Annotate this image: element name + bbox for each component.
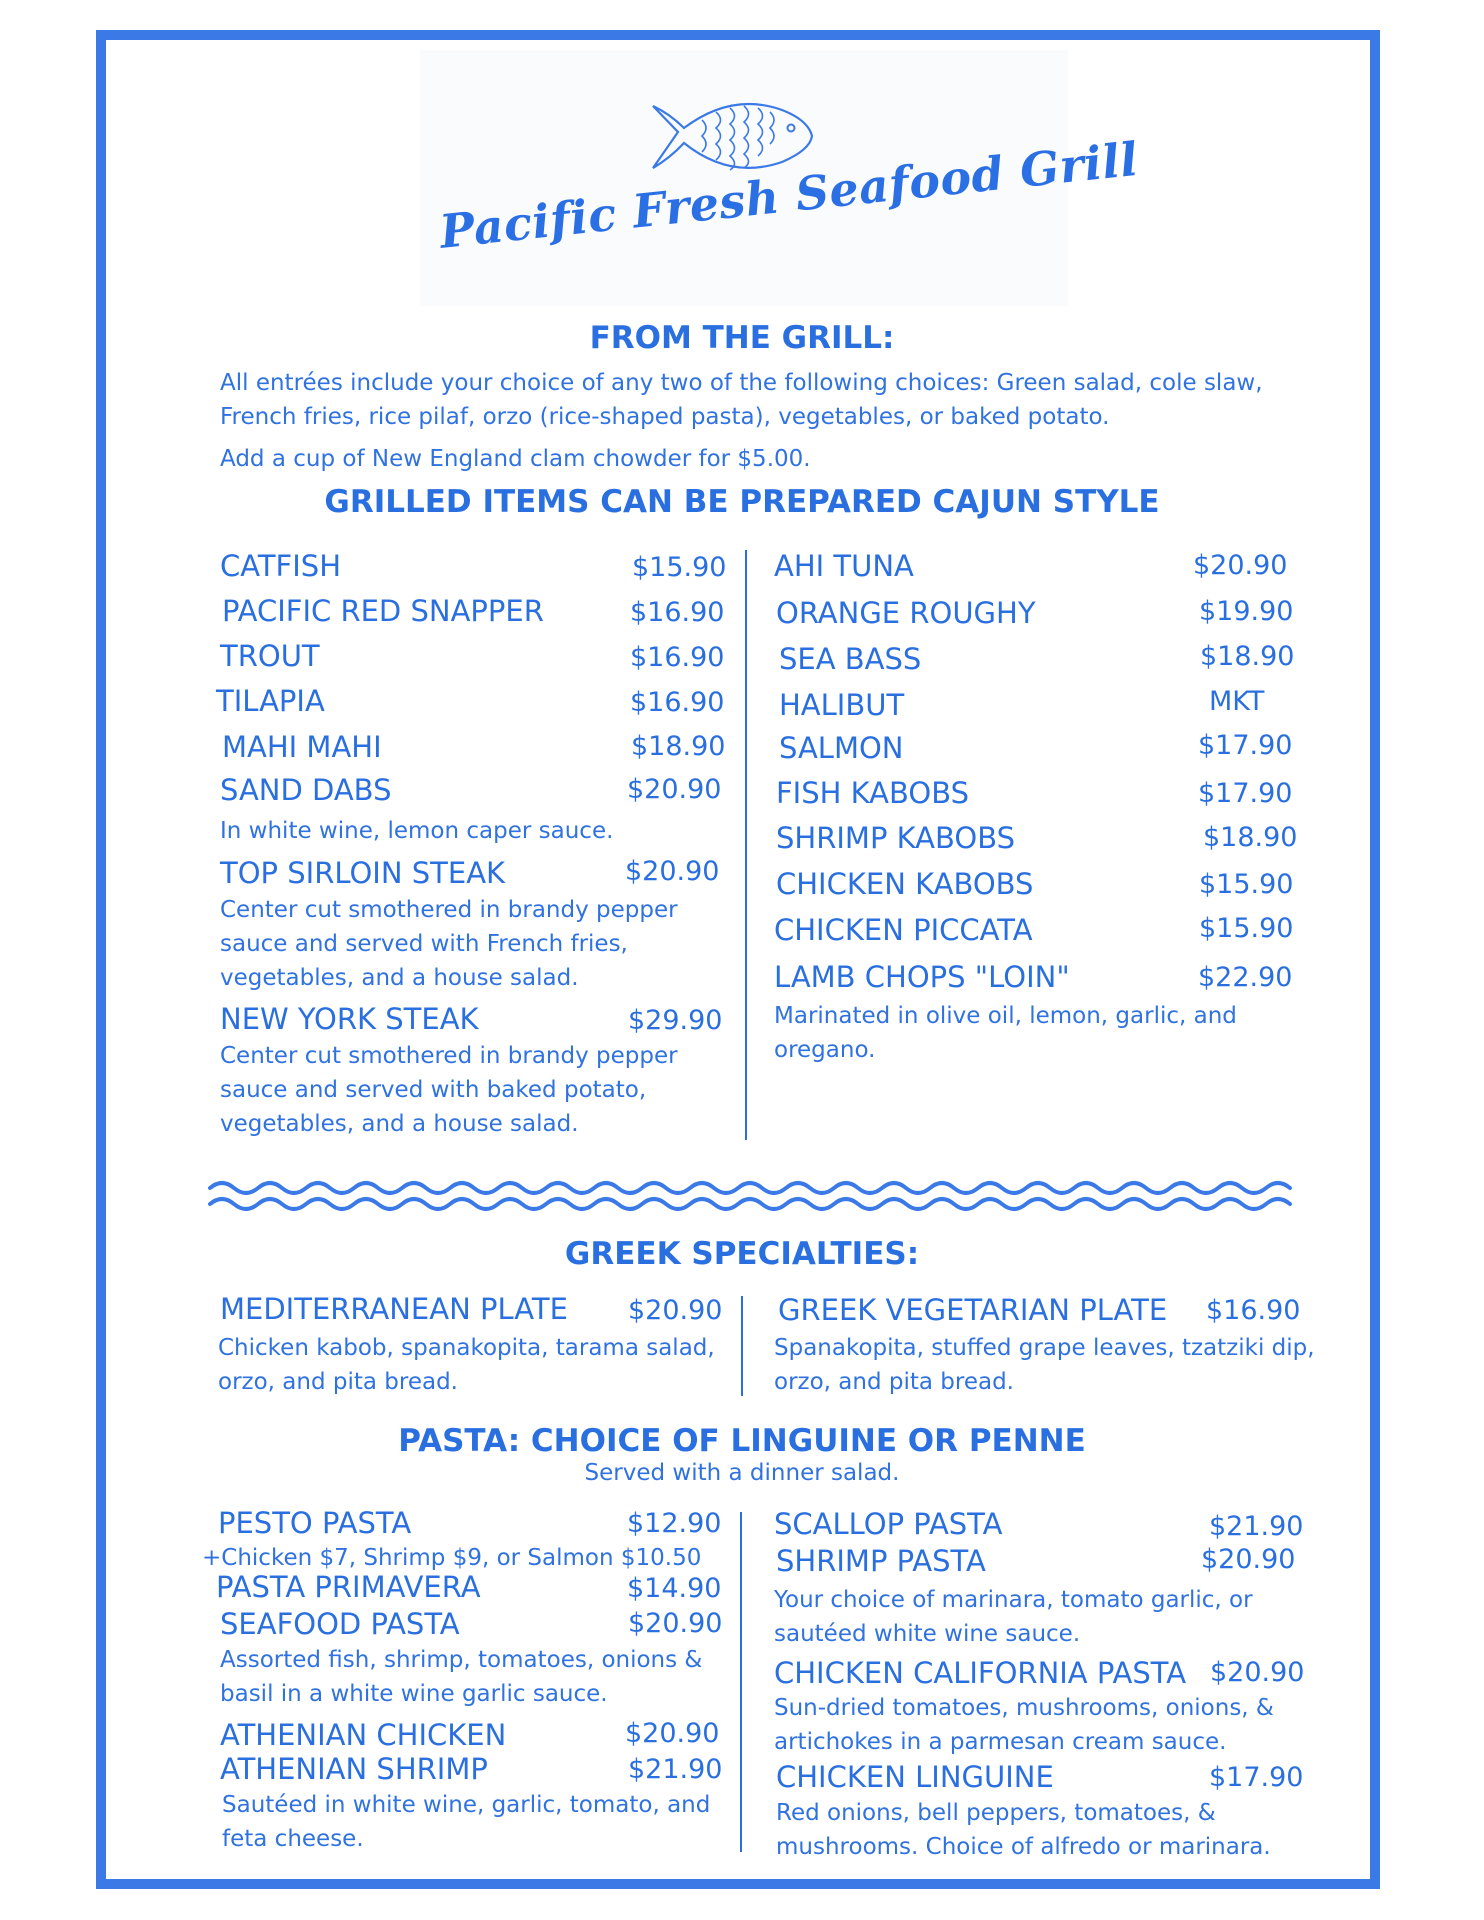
menu-item-price: $20.90 [1193,550,1288,581]
menu-item-description: Sun-dried tomatoes, mushrooms, onions, & artichokes in a parmesan cream sauce. [774,1695,1274,1755]
menu-item-price: $22.90 [1198,962,1293,993]
menu-item-name: AHI TUNA [774,549,914,583]
menu-item-price: $17.90 [1198,778,1293,809]
menu-item-name: CHICKEN LINGUINE [776,1760,1054,1794]
menu-item-price: $20.90 [625,1718,720,1749]
pasta-heading: PASTA: CHOICE OF LINGUINE OR PENNE [398,1423,1086,1459]
menu-item-name: SCALLOP PASTA [774,1507,1003,1541]
menu-item-description: Spanakopita, stuffed grape leaves, tzatziki dip, orzo, and pita bread. [774,1335,1315,1395]
menu-item-price: $20.90 [628,1608,723,1639]
menu-item-price: $15.90 [1199,869,1294,900]
menu-item-name: PESTO PASTA [218,1506,412,1540]
menu-item-name: GREEK VEGETARIAN PLATE [778,1293,1168,1327]
menu-item-price: $12.90 [627,1508,722,1539]
menu-item-price: $16.90 [630,687,725,718]
menu-item-name: SEA BASS [779,642,922,676]
menu-item-price: $21.90 [1209,1511,1304,1542]
menu-item-name: ATHENIAN SHRIMP [220,1752,488,1786]
greek-heading: GREEK SPECIALTIES: [564,1236,920,1272]
pasta-addon-note: +Chicken $7, Shrimp $9, or Salmon $10.50 [202,1545,702,1571]
menu-item-name: SHRIMP KABOBS [776,821,1015,855]
menu-item-description: Sautéed in white wine, garlic, tomato, and feta cheese. [222,1792,711,1852]
menu-item-price: $15.90 [632,552,727,583]
menu-item-name: TROUT [220,639,320,673]
chowder-note: Add a cup of New England clam chowder for $5.00. [220,446,811,472]
menu-item-name: HALIBUT [779,688,905,722]
menu-item-price: $20.90 [625,856,720,887]
menu-item-name: SEAFOOD PASTA [220,1607,460,1641]
menu-item-description: Red onions, bell peppers, tomatoes, & mushrooms. Choice of alfredo or marinara. [776,1800,1271,1860]
menu-item-price: $17.90 [1209,1762,1304,1793]
menu-item-price: $20.90 [628,1295,723,1326]
menu-item-name: MEDITERRANEAN PLATE [220,1292,568,1326]
menu-item-name: CHICKEN CALIFORNIA PASTA [774,1656,1187,1690]
restaurant-name: Pacific Fresh Seafood Grill [437,131,1141,259]
menu-item-price: $20.90 [627,774,722,805]
cajun-heading: GRILLED ITEMS CAN BE PREPARED CAJUN STYLE [324,484,1160,520]
menu-item-name: SALMON [779,731,904,765]
menu-item-description: Center cut smothered in brandy pepper sauce and served with baked potato, vegetables, and a house salad. [220,1043,678,1137]
wave-divider [208,1178,1292,1214]
grill-intro: All entrées include your choice of any two of the following choices: Green salad, cole slaw, French fries, rice pilaf, orzo (rice-shaped pasta), vegetables, or baked potato. [220,370,1263,430]
menu-item-description: Assorted fish, shrimp, tomatoes, onions & basil in a white wine garlic sauce. [220,1647,703,1707]
menu-item-name: TOP SIRLOIN STEAK [220,856,506,890]
menu-item-price: $16.90 [630,597,725,628]
menu-item-name: LAMB CHOPS "LOIN" [774,960,1070,994]
grill-heading: FROM THE GRILL: [589,320,895,356]
menu-item-price: $20.90 [1201,1544,1296,1575]
menu-item-name: FISH KABOBS [776,776,970,810]
menu-item-price: $21.90 [628,1754,723,1785]
menu-item-description: Your choice of marinara, tomato garlic, or sautéed white wine sauce. [774,1587,1253,1647]
pasta-column-divider [740,1512,742,1852]
menu-item-description: Marinated in olive oil, lemon, garlic, and oregano. [774,1003,1237,1063]
greek-column-divider [741,1296,743,1396]
menu-item-name: SAND DABS [220,773,392,807]
fish-icon [650,98,816,174]
menu-item-price: $19.90 [1199,596,1294,627]
menu-item-name: MAHI MAHI [222,730,382,764]
grill-column-divider [745,550,747,1140]
menu-item-name: CHICKEN PICCATA [774,913,1033,947]
menu-item-name: ORANGE ROUGHY [776,596,1036,630]
menu-item-name: TILAPIA [216,684,325,718]
menu-item-price: $18.90 [1200,641,1295,672]
menu-item-price: MKT [1209,686,1265,717]
menu-item-price: $15.90 [1199,913,1294,944]
menu-item-description: In white wine, lemon caper sauce. [220,818,614,844]
menu-item-description: Center cut smothered in brandy pepper sauce and served with French fries, vegetables, and a house salad. [220,897,678,991]
menu-item-name: NEW YORK STEAK [220,1002,479,1036]
menu-item-price: $18.90 [1203,822,1298,853]
menu-item-name: PACIFIC RED SNAPPER [222,594,544,628]
menu-item-name: PASTA PRIMAVERA [216,1570,481,1604]
menu-item-name: SHRIMP PASTA [776,1544,986,1578]
menu-item-price: $14.90 [627,1573,722,1604]
menu-item-name: CHICKEN KABOBS [776,867,1034,901]
menu-item-price: $29.90 [628,1005,723,1036]
menu-item-description: Chicken kabob, spanakopita, tarama salad, orzo, and pita bread. [218,1335,715,1395]
menu-item-name: CATFISH [220,549,341,583]
menu-item-price: $16.90 [1206,1295,1301,1326]
menu-item-price: $16.90 [630,642,725,673]
menu-item-name: ATHENIAN CHICKEN [220,1718,507,1752]
menu-item-price: $17.90 [1198,730,1293,761]
menu-item-price: $18.90 [631,731,726,762]
pasta-subheading: Served with a dinner salad. [584,1460,900,1486]
menu-item-price: $20.90 [1210,1657,1305,1688]
